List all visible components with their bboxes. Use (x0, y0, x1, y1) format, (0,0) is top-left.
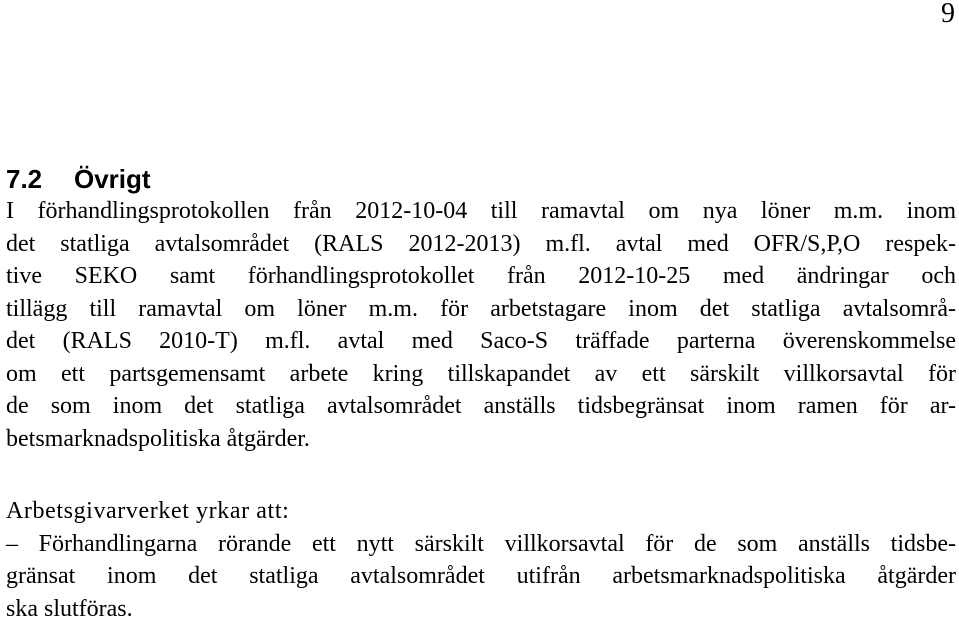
page-number: 9 (941, 0, 955, 30)
demand-item-line: ska slutföras. (6, 593, 956, 625)
demand-item-line: – Förhandlingarna rörande ett nytt särskilt villkorsavtal för de som anställs tidsbe- (6, 528, 956, 561)
paragraph-line: I förhandlingsprotokollen från 2012-10-04 till ramavtal om nya löner m.m. inom (6, 195, 956, 228)
paragraph-line: det statliga avtalsområdet (RALS 2012-2013) m.fl. avtal med OFR/S,P,O respek- (6, 228, 956, 261)
paragraph-line: de som inom det statliga avtalsområdet anställs tidsbegränsat inom ramen för ar- (6, 390, 956, 423)
section-heading (6, 164, 151, 195)
demands-intro: Arbetsgivarverket yrkar att: (6, 495, 956, 528)
paragraph-line: tive SEKO samt förhandlingsprotokollet från 2012-10-25 med ändringar och (6, 260, 956, 293)
demand-item-line: gränsat inom det statliga avtalsområdet utifrån arbetsmarknadspolitiska åtgärder (6, 560, 956, 593)
paragraph-line: om ett partsgemensamt arbete kring tillskapandet av ett särskilt villkorsavtal för (6, 358, 956, 391)
paragraph-line: det (RALS 2010-T) m.fl. avtal med Saco-S träffade parterna överenskommelse (6, 325, 956, 358)
paragraph-line: betsmarknadspolitiska åtgärder. (6, 423, 956, 456)
body-paragraph (6, 195, 956, 455)
section-title: Övrigt (74, 164, 151, 194)
paragraph-line: tillägg till ramavtal om löner m.m. för arbetstagare inom det statliga avtalsområ- (6, 293, 956, 326)
demands-section (6, 495, 956, 625)
section-number: 7.2 (6, 164, 74, 195)
